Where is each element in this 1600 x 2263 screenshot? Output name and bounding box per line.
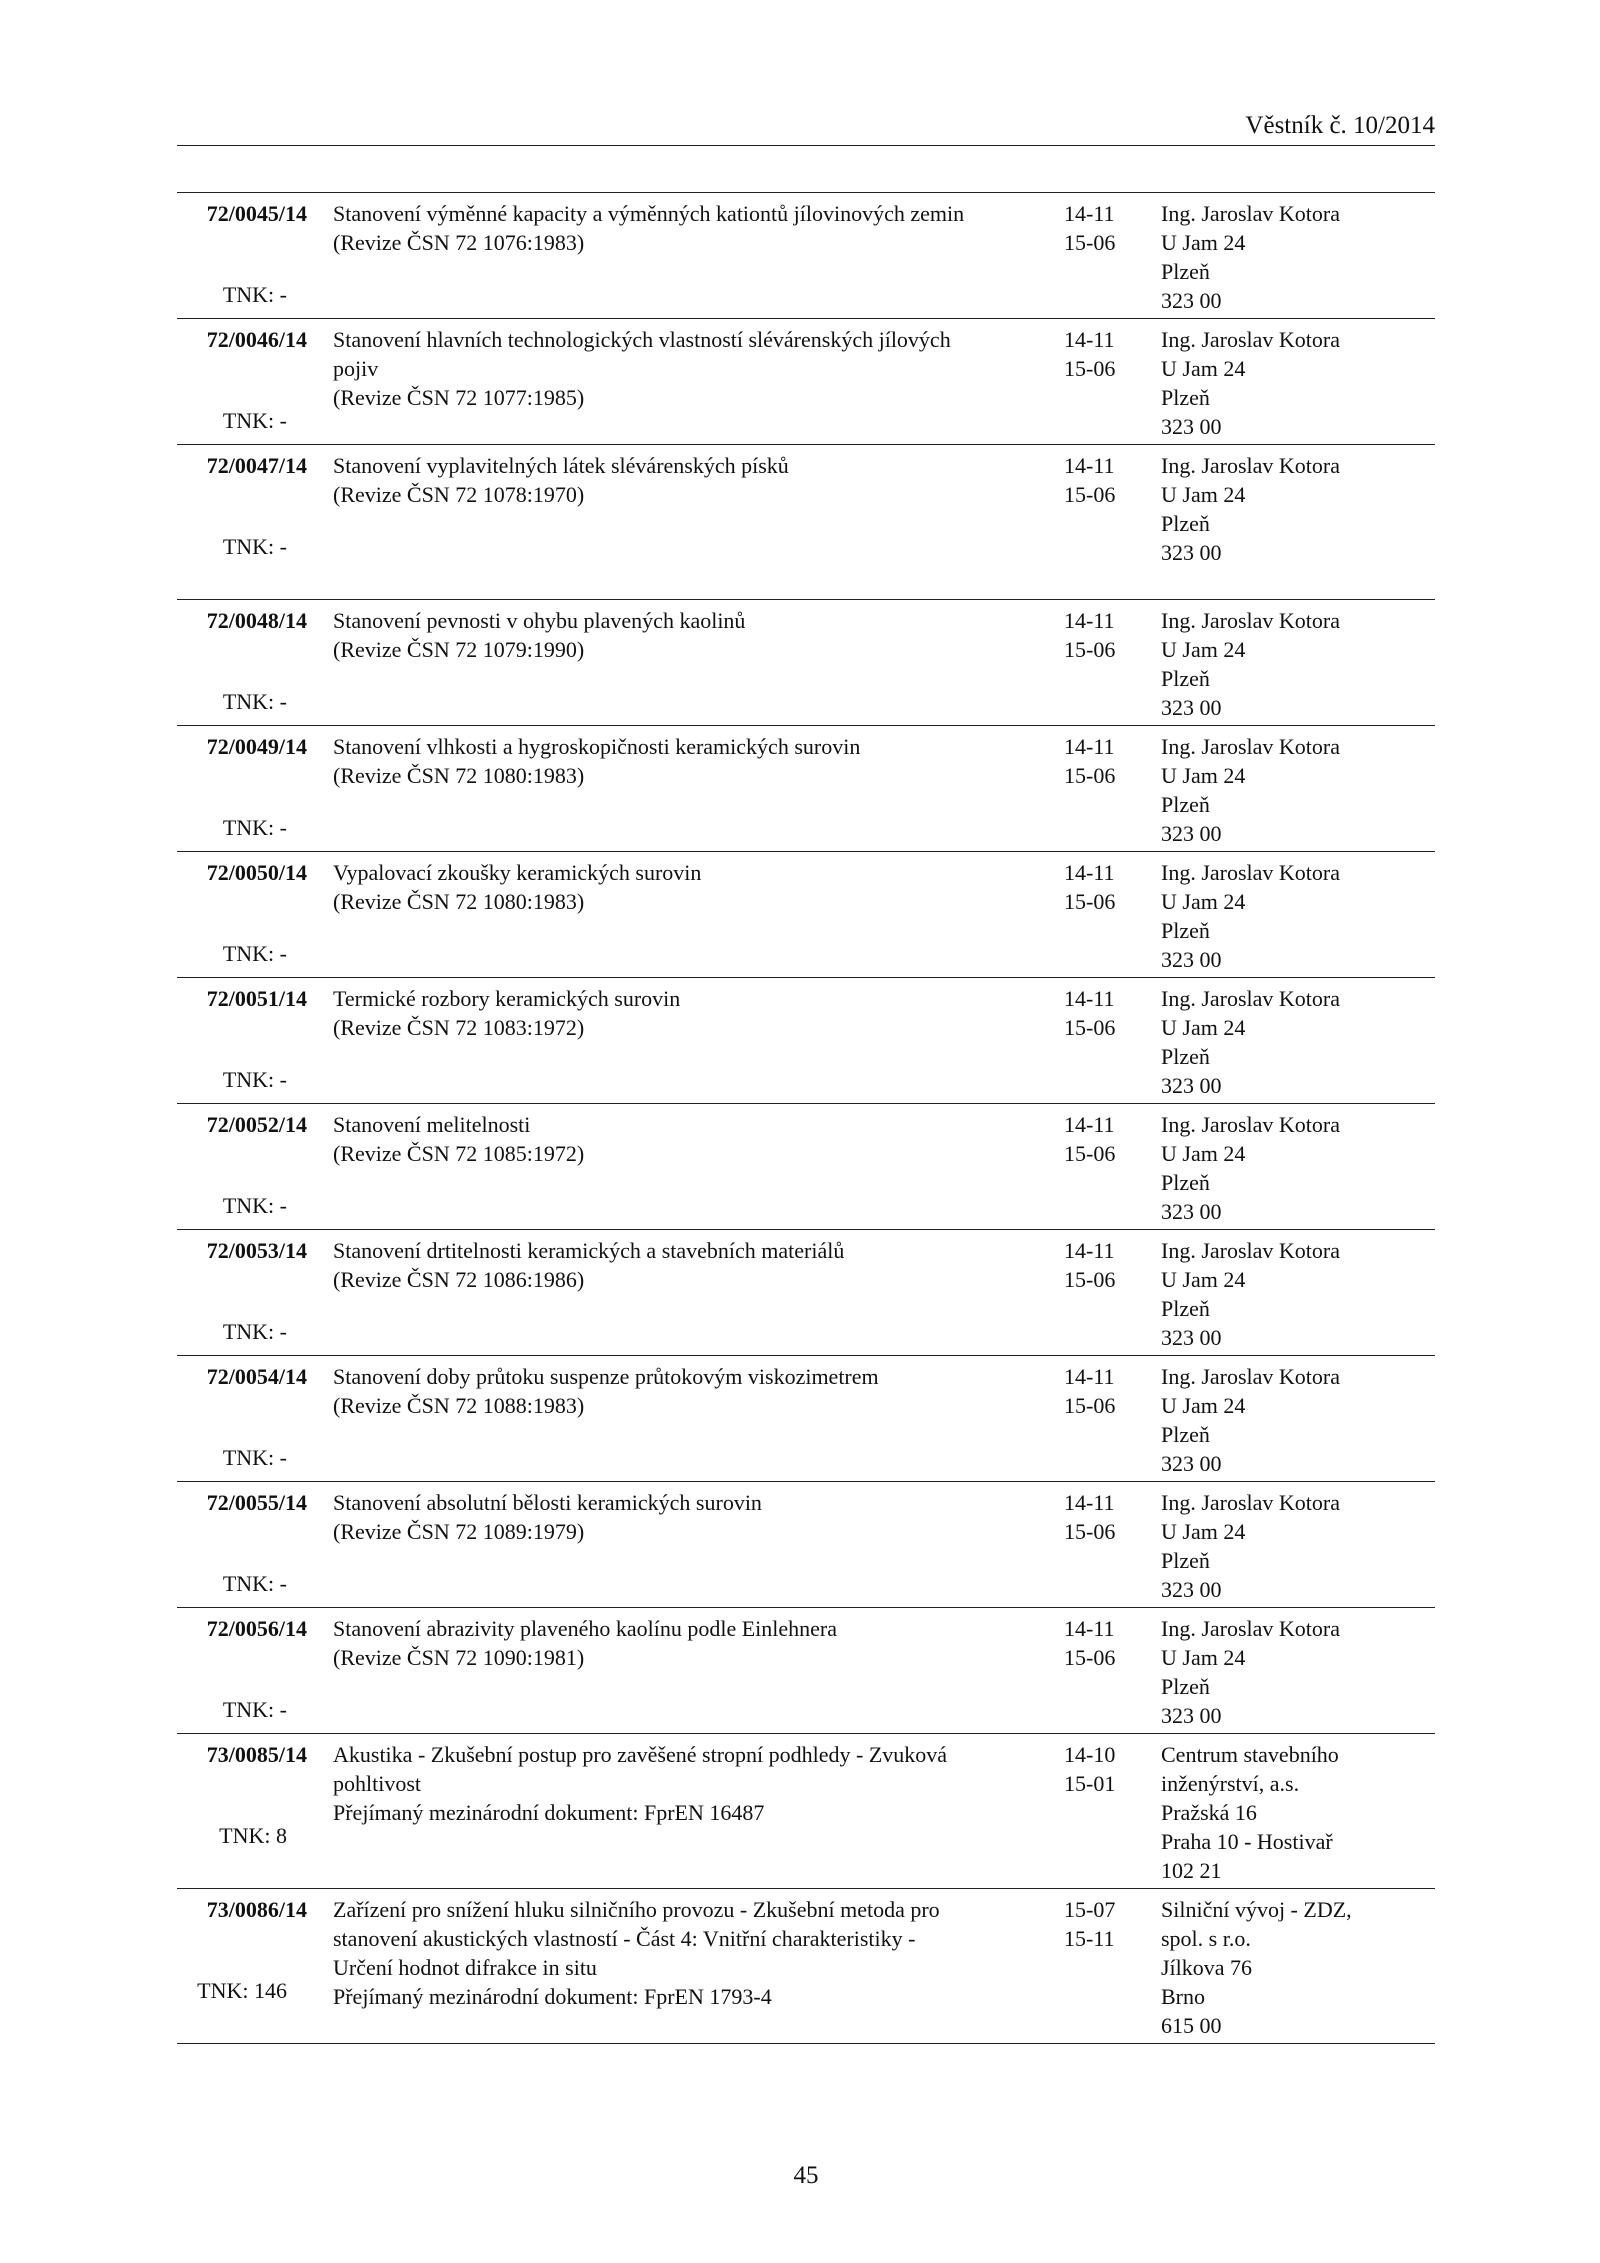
date-value: 14-11 (1064, 1238, 1115, 1263)
address-line: Brno (1161, 1984, 1205, 2009)
address-line: U Jam 24 (1161, 1393, 1246, 1418)
date-value: 15-06 (1064, 889, 1116, 914)
address-line: U Jam 24 (1161, 763, 1246, 788)
date-value: 14-11 (1064, 860, 1115, 885)
standard-code: 72/0047/14 (206, 453, 307, 478)
table-row (177, 319, 1435, 445)
date-value: 14-11 (1064, 1616, 1115, 1641)
title-line: Stanovení doby průtoku suspenze průtokovým viskozimetrem (333, 1364, 879, 1389)
address-line: Plzeň (1161, 1422, 1210, 1447)
processor-address (1161, 858, 1435, 974)
date-value: 15-06 (1064, 637, 1116, 662)
address-line: 323 00 (1161, 540, 1222, 565)
processor-address (1161, 1740, 1435, 1885)
address-line: Ing. Jaroslav Kotora (1161, 327, 1341, 352)
address-line: spol. s r.o. (1161, 1926, 1251, 1951)
address-line: Plzeň (1161, 1674, 1210, 1699)
title-line: Stanovení melitelnosti (333, 1112, 531, 1137)
address-line: U Jam 24 (1161, 230, 1246, 255)
date-value: 15-01 (1064, 1771, 1116, 1796)
processor-address (1161, 606, 1435, 722)
date-value: 15-06 (1064, 1519, 1116, 1544)
page-header: Věstník č. 10/2014 (1245, 112, 1435, 139)
date-value: 15-06 (1064, 1645, 1116, 1670)
table-row (177, 1356, 1435, 1482)
address-line: 323 00 (1161, 1451, 1222, 1476)
address-line: inženýrství, a.s. (1161, 1771, 1300, 1796)
tnk-label: TNK: - (222, 689, 287, 714)
table-row (177, 726, 1435, 852)
title-line: Stanovení pevnosti v ohybu plavených kaolinů (333, 608, 746, 633)
address-line: 323 00 (1161, 695, 1222, 720)
title-line: (Revize ČSN 72 1085:1972) (333, 1141, 585, 1166)
tnk-label: TNK: - (222, 1445, 287, 1470)
address-line: 323 00 (1161, 1073, 1222, 1098)
address-line: Ing. Jaroslav Kotora (1161, 453, 1341, 478)
date-value: 15-06 (1064, 763, 1116, 788)
address-line: 323 00 (1161, 1577, 1222, 1602)
title-line: (Revize ČSN 72 1090:1981) (333, 1645, 585, 1670)
title-line: (Revize ČSN 72 1076:1983) (333, 230, 585, 255)
title-line: Stanovení hlavních technologických vlastností slévárenských jílových (333, 327, 951, 352)
address-line: U Jam 24 (1161, 889, 1246, 914)
tnk-label: TNK: - (222, 408, 287, 433)
table-row (177, 1104, 1435, 1230)
title-line: (Revize ČSN 72 1086:1986) (333, 1267, 585, 1292)
address-line: Ing. Jaroslav Kotora (1161, 734, 1341, 759)
title-line: Přejímaný mezinárodní dokument: FprEN 1793-4 (333, 1984, 772, 2009)
address-line: Jílkova 76 (1161, 1955, 1253, 1980)
title-line: (Revize ČSN 72 1077:1985) (333, 385, 585, 410)
table-row (177, 1734, 1435, 1889)
standard-code: 72/0048/14 (206, 608, 307, 633)
standard-code: 72/0054/14 (206, 1364, 307, 1389)
standard-code: 72/0049/14 (206, 734, 307, 759)
date-value: 14-11 (1064, 201, 1115, 226)
title-line: Stanovení abrazivity plaveného kaolínu podle Einlehnera (333, 1616, 838, 1641)
table-row (177, 852, 1435, 978)
address-line: U Jam 24 (1161, 1645, 1246, 1670)
standard-code: 72/0056/14 (206, 1616, 307, 1641)
table-row (177, 1608, 1435, 1734)
date-value: 14-11 (1064, 453, 1115, 478)
title-line: pohltivost (333, 1771, 422, 1796)
date-value: 15-06 (1064, 356, 1116, 381)
address-line: Ing. Jaroslav Kotora (1161, 860, 1341, 885)
title-line: Stanovení výměnné kapacity a výměnných kationtů jílovinových zemin (333, 201, 965, 226)
title-line: Stanovení absolutní bělosti keramických surovin (333, 1490, 762, 1515)
address-line: 323 00 (1161, 821, 1222, 846)
tnk-label: TNK: - (222, 941, 287, 966)
tnk-label: TNK: - (222, 1571, 287, 1596)
table-row (177, 978, 1435, 1104)
address-line: 323 00 (1161, 1703, 1222, 1728)
date-value: 14-11 (1064, 986, 1115, 1011)
standards-table (177, 192, 1435, 2044)
title-line: (Revize ČSN 72 1089:1979) (333, 1519, 585, 1544)
standard-code: 73/0085/14 (206, 1742, 307, 1767)
title-line: Stanovení drtitelnosti keramických a stavebních materiálů (333, 1238, 845, 1263)
standard-code: 72/0051/14 (206, 986, 307, 1011)
address-line: Plzeň (1161, 1296, 1210, 1321)
address-line: U Jam 24 (1161, 482, 1246, 507)
address-line: Ing. Jaroslav Kotora (1161, 1112, 1341, 1137)
title-line: Stanovení vyplavitelných látek slévárenských písků (333, 453, 789, 478)
address-line: Ing. Jaroslav Kotora (1161, 201, 1341, 226)
tnk-label: TNK: 146 (197, 1978, 287, 2003)
address-line: Pražská 16 (1161, 1800, 1257, 1825)
title-line: (Revize ČSN 72 1088:1983) (333, 1393, 585, 1418)
standard-code: 72/0053/14 (206, 1238, 307, 1263)
title-line: Vypalovací zkoušky keramických surovin (333, 860, 702, 885)
address-line: Plzeň (1161, 1044, 1210, 1069)
date-value: 15-11 (1064, 1926, 1115, 1951)
table-row (177, 600, 1435, 726)
address-line: Plzeň (1161, 1170, 1210, 1195)
title-line: (Revize ČSN 72 1079:1990) (333, 637, 585, 662)
address-line: Plzeň (1161, 918, 1210, 943)
title-line: (Revize ČSN 72 1080:1983) (333, 763, 585, 788)
date-value: 15-07 (1064, 1897, 1116, 1922)
title-line: (Revize ČSN 72 1080:1983) (333, 889, 585, 914)
title-line: (Revize ČSN 72 1083:1972) (333, 1015, 585, 1040)
tnk-label: TNK: 8 (219, 1823, 287, 1848)
address-line: Ing. Jaroslav Kotora (1161, 1490, 1341, 1515)
tnk-label: TNK: - (222, 815, 287, 840)
address-line: Plzeň (1161, 511, 1210, 536)
standard-code: 73/0086/14 (206, 1897, 307, 1922)
title-line: Stanovení vlhkosti a hygroskopičnosti keramických surovin (333, 734, 861, 759)
processor-address (1161, 451, 1435, 567)
address-line: 323 00 (1161, 1325, 1222, 1350)
title-line: Určení hodnot difrakce in situ (333, 1955, 597, 1980)
tnk-label: TNK: - (222, 534, 287, 559)
address-line: U Jam 24 (1161, 1267, 1246, 1292)
address-line: U Jam 24 (1161, 1519, 1246, 1544)
standard-code: 72/0046/14 (206, 327, 307, 352)
address-line: Silniční vývoj - ZDZ, (1161, 1897, 1352, 1922)
address-line: Plzeň (1161, 792, 1210, 817)
processor-address (1161, 1362, 1435, 1478)
address-line: U Jam 24 (1161, 1015, 1246, 1040)
processor-address (1161, 1236, 1435, 1352)
address-line: 323 00 (1161, 947, 1222, 972)
processor-address (1161, 1614, 1435, 1730)
title-line: Akustika - Zkušební postup pro zavěšené stropní podhledy - Zvuková (333, 1742, 948, 1767)
address-line: Plzeň (1161, 666, 1210, 691)
address-line: Ing. Jaroslav Kotora (1161, 1238, 1341, 1263)
date-value: 14-11 (1064, 327, 1115, 352)
date-value: 14-11 (1064, 1112, 1115, 1137)
date-value: 15-06 (1064, 1393, 1116, 1418)
standard-code: 72/0045/14 (206, 201, 307, 226)
processor-address (1161, 199, 1435, 315)
processor-address (1161, 1895, 1435, 2040)
address-line: Plzeň (1161, 1548, 1210, 1573)
processor-address (1161, 732, 1435, 848)
tnk-label: TNK: - (222, 282, 287, 307)
table-row (177, 1482, 1435, 1608)
address-line: Ing. Jaroslav Kotora (1161, 1616, 1341, 1641)
table-row (177, 1230, 1435, 1356)
address-line: Ing. Jaroslav Kotora (1161, 1364, 1341, 1389)
address-line: 615 00 (1161, 2013, 1222, 2038)
title-line: Zařízení pro snížení hluku silničního provozu - Zkušební metoda pro (333, 1897, 940, 1922)
tnk-label: TNK: - (222, 1697, 287, 1722)
page-number: 45 (793, 2162, 819, 2189)
table-row (177, 1889, 1435, 2044)
address-line: Ing. Jaroslav Kotora (1161, 608, 1341, 633)
processor-address (1161, 1110, 1435, 1226)
address-line: U Jam 24 (1161, 637, 1246, 662)
tnk-label: TNK: - (222, 1319, 287, 1344)
date-value: 14-11 (1064, 1364, 1115, 1389)
table-row (177, 445, 1435, 600)
table-row (177, 193, 1435, 319)
date-value: 15-06 (1064, 230, 1116, 255)
title-line: Přejímaný mezinárodní dokument: FprEN 16487 (333, 1800, 765, 1825)
address-line: 323 00 (1161, 288, 1222, 313)
date-value: 15-06 (1064, 1267, 1116, 1292)
date-value: 15-06 (1064, 482, 1116, 507)
address-line: Plzeň (1161, 259, 1210, 284)
address-line: 323 00 (1161, 414, 1222, 439)
date-value: 15-06 (1064, 1141, 1116, 1166)
date-value: 15-06 (1064, 1015, 1116, 1040)
address-line: 102 21 (1161, 1858, 1222, 1883)
date-value: 14-11 (1064, 608, 1115, 633)
title-line: pojiv (333, 356, 379, 381)
tnk-label: TNK: - (222, 1193, 287, 1218)
address-line: 323 00 (1161, 1199, 1222, 1224)
tnk-label: TNK: - (222, 1067, 287, 1092)
title-line: stanovení akustických vlastností - Část 4: Vnitřní charakteristiky - (333, 1926, 916, 1951)
date-value: 14-11 (1064, 1490, 1115, 1515)
header-rule (177, 145, 1435, 146)
standard-code: 72/0052/14 (206, 1112, 307, 1137)
date-value: 14-11 (1064, 734, 1115, 759)
processor-address (1161, 984, 1435, 1100)
date-value: 14-10 (1064, 1742, 1116, 1767)
address-line: Centrum stavebního (1161, 1742, 1339, 1767)
address-line: Ing. Jaroslav Kotora (1161, 986, 1341, 1011)
processor-address (1161, 325, 1435, 441)
address-line: U Jam 24 (1161, 1141, 1246, 1166)
address-line: U Jam 24 (1161, 356, 1246, 381)
address-line: Praha 10 - Hostivař (1161, 1829, 1333, 1854)
title-line: (Revize ČSN 72 1078:1970) (333, 482, 585, 507)
processor-address (1161, 1488, 1435, 1604)
standard-code: 72/0055/14 (206, 1490, 307, 1515)
title-line: Termické rozbory keramických surovin (333, 986, 681, 1011)
address-line: Plzeň (1161, 385, 1210, 410)
standard-code: 72/0050/14 (206, 860, 307, 885)
